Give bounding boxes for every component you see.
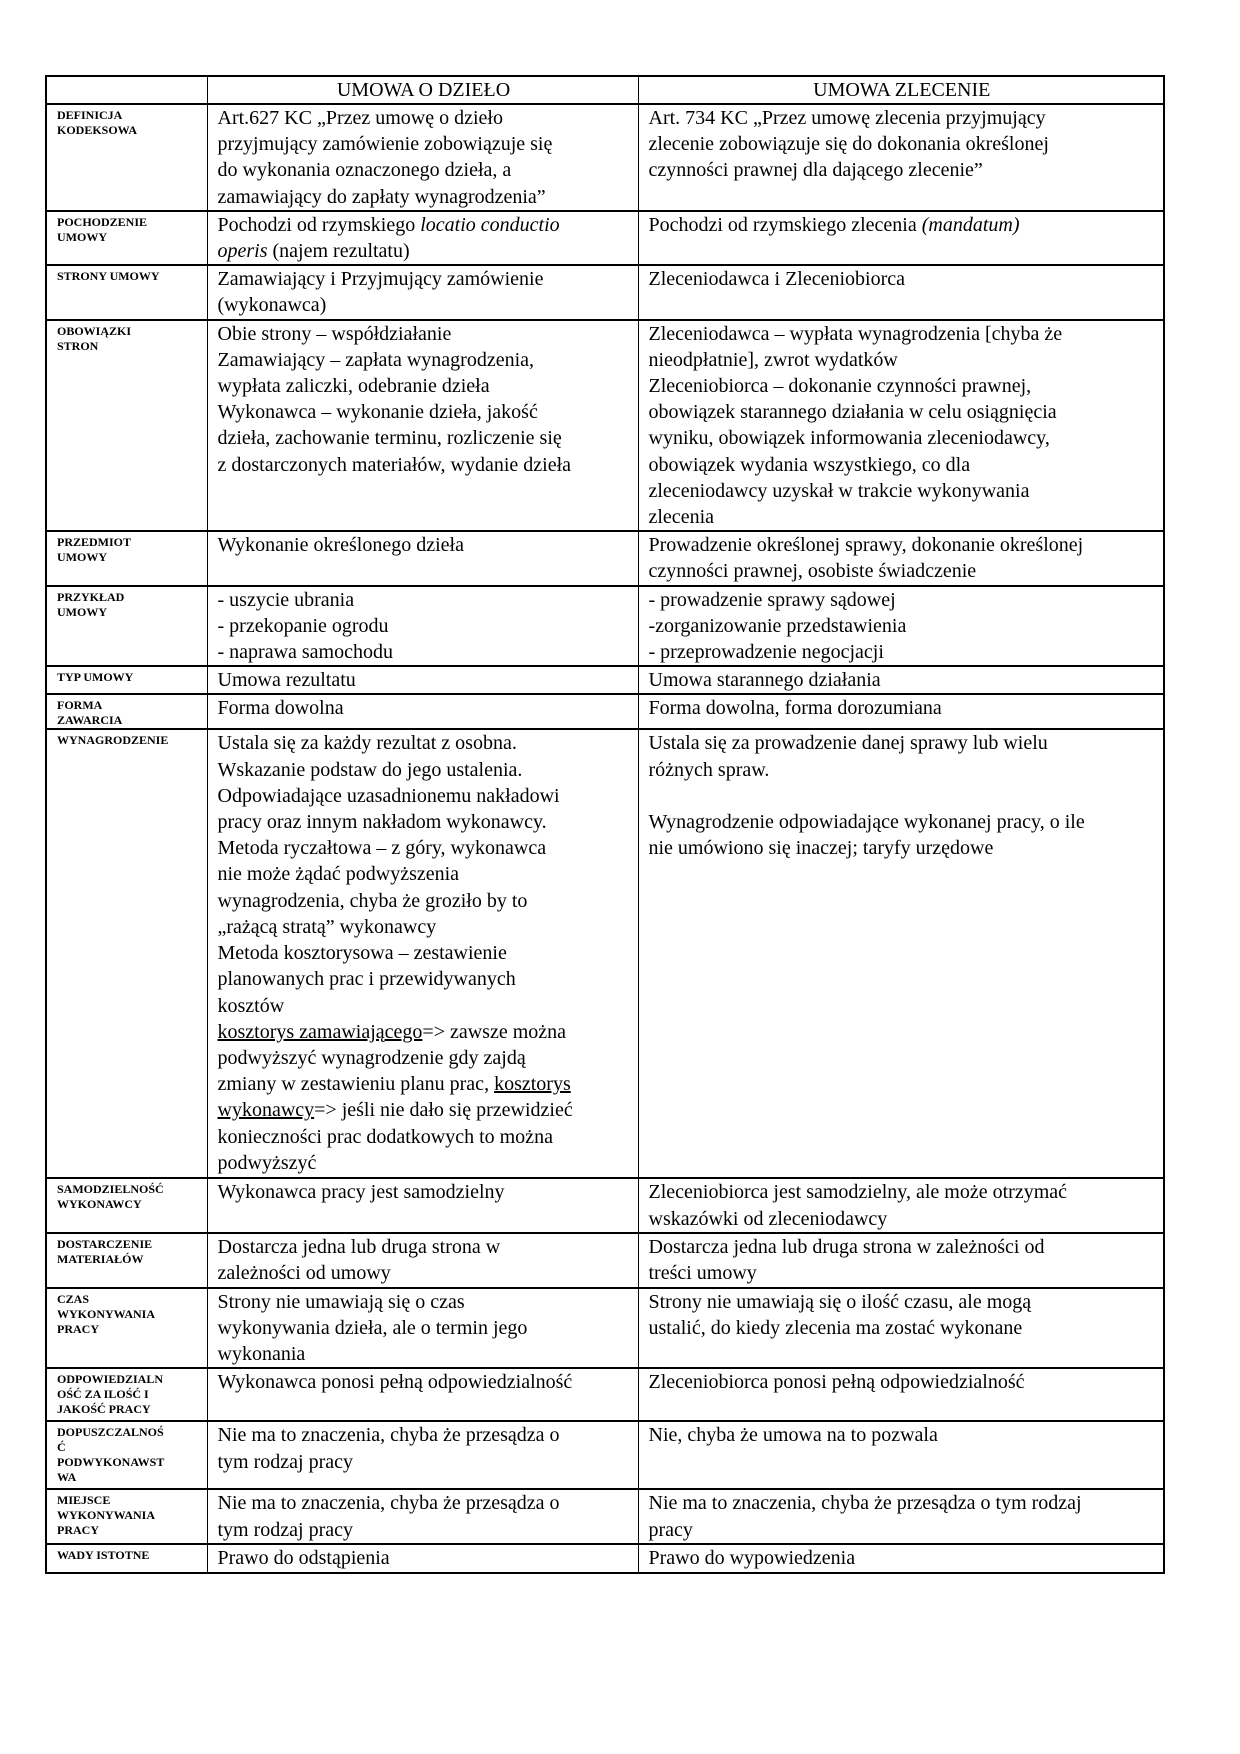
zlecenie-cell: [638, 1421, 1164, 1489]
text-line: JAKOŚĆ PRACY: [57, 1402, 151, 1417]
text-line: Forma dowolna, forma dorozumiana: [648, 697, 942, 720]
header-umowa-o-dzielo: UMOWA O DZIEŁO: [207, 76, 638, 104]
header-umowa-zlecenie: UMOWA ZLECENIE: [638, 76, 1164, 104]
text-line: PRZYKŁAD: [57, 589, 125, 604]
text-line: Zleceniodawca – wypłata wynagrodzenia [chyba że: [648, 322, 1063, 345]
text-line: zlecenia: [648, 506, 714, 529]
dzielo-cell: [207, 265, 638, 319]
dzielo-cell: [207, 694, 638, 729]
text-line: CZAS: [57, 1291, 90, 1306]
text-line: - przeprowadzenie negocjacji: [648, 641, 884, 664]
text-line: tym rodzaj pracy: [217, 1450, 353, 1473]
table-row: [46, 1489, 1164, 1544]
text-line: UMOWY: [57, 604, 107, 619]
dzielo-cell: [207, 104, 638, 211]
row-label-cell: [46, 666, 207, 694]
text-line: Zamawiający i Przyjmujący zamówienie: [217, 268, 544, 291]
text-line: Wykonawca – wykonanie dzieła, jakość: [217, 401, 538, 424]
text-line: MIEJSCE: [57, 1493, 111, 1508]
text-line: zależności od umowy: [217, 1262, 391, 1285]
zlecenie-cell: [638, 1288, 1164, 1369]
dzielo-cell: [207, 1233, 638, 1288]
text-line: wykonywania dzieła, ale o termin jego: [217, 1317, 528, 1340]
table-row: [46, 1233, 1164, 1288]
table-row: [46, 1544, 1164, 1572]
dzielo-cell: [207, 1544, 638, 1572]
text-line: Umowa starannego działania: [648, 669, 881, 692]
text-line: SAMODZIELNOŚĆ: [57, 1182, 164, 1197]
text-line: Metoda kosztorysowa – zestawienie: [217, 942, 507, 965]
table-row: [46, 729, 1164, 1178]
text-line: nieodpłatnie], zwrot wydatków: [648, 348, 898, 371]
text-line: dzieła, zachowanie terminu, rozliczenie się: [217, 427, 562, 450]
text-line: UMOWY: [57, 550, 107, 565]
dzielo-cell: [207, 1178, 638, 1232]
text-line: TYP UMOWY: [57, 670, 134, 685]
zlecenie-cell: [638, 729, 1164, 1178]
zlecenie-cell: [638, 1178, 1164, 1232]
dzielo-cell: [207, 320, 638, 532]
row-label-cell: [46, 211, 207, 265]
comparison-table: [45, 75, 1165, 1574]
dzielo-cell: [207, 1421, 638, 1489]
row-label-cell: [46, 1368, 207, 1421]
zlecenie-cell: [638, 586, 1164, 667]
text-line: OBOWIĄZKI: [57, 323, 132, 338]
text-line: podwyższyć: [217, 1151, 317, 1174]
text-line: - prowadzenie sprawy sądowej: [648, 588, 896, 611]
text-line: Prowadzenie określonej sprawy, dokonanie określonej: [648, 534, 1084, 557]
text-line: pracy: [648, 1518, 693, 1541]
text-line: podwyższyć wynagrodzenie gdy zajdą: [217, 1046, 526, 1069]
table-row: [46, 1178, 1164, 1232]
text-line: Prawo do wypowiedzenia: [648, 1547, 856, 1570]
text-line: Ustala się za prowadzenie danej sprawy lub wielu: [648, 732, 1048, 755]
dzielo-cell: [207, 729, 638, 1178]
dzielo-cell: [207, 1368, 638, 1421]
text-line: Zamawiający – zapłata wynagrodzenia,: [217, 348, 535, 371]
text-line: zlecenie zobowiązuje się do dokonania określonej: [648, 133, 1049, 156]
text-line: czynności prawnej, osobiste świadczenie: [648, 560, 977, 583]
text-segment: (najem rezultatu): [267, 240, 410, 263]
text-line: planowanych prac i przewidywanych: [217, 968, 516, 991]
text-line: Zleceniobiorca – dokonanie czynności prawnej,: [648, 375, 1032, 398]
text-line: [218, 1097, 630, 1123]
text-line: DEFINICJA: [57, 108, 123, 122]
row-label-cell: [46, 694, 207, 729]
text-line: nie może żądać podwyższenia: [217, 863, 460, 886]
text-line: [218, 1071, 630, 1097]
underlined-text: kosztorys zamawiającego: [217, 1020, 423, 1043]
text-line: WYKONYWANIA: [57, 1306, 156, 1321]
text-line: Strony nie umawiają się o ilość czasu, ale mogą: [648, 1290, 1032, 1313]
text-line: STRON: [57, 338, 99, 353]
text-line: [218, 212, 630, 238]
row-label-cell: [46, 1288, 207, 1369]
text-line: Nie ma to znaczenia, chyba że przesądza o: [217, 1492, 560, 1515]
text-line: kosztów: [217, 994, 285, 1017]
zlecenie-cell: [638, 320, 1164, 532]
header-row: [46, 76, 1164, 104]
zlecenie-cell: [638, 694, 1164, 729]
table-row: [46, 320, 1164, 532]
row-label-cell: [46, 265, 207, 319]
zlecenie-cell: [638, 1368, 1164, 1421]
row-label-cell: [46, 586, 207, 667]
text-line: KODEKSOWA: [57, 123, 138, 137]
text-line: [649, 212, 1156, 238]
text-line: obowiązek starannego działania w celu osiągnięcia: [648, 401, 1057, 424]
row-label-cell: [46, 320, 207, 532]
text-line: Metoda ryczałtowa – z góry, wykonawca: [217, 837, 547, 860]
text-line: WADY ISTOTNE: [57, 1548, 150, 1563]
text-line: wypłata zaliczki, odebranie dzieła: [217, 375, 490, 398]
dzielo-cell: [207, 1489, 638, 1544]
text-line: DOPUSZCZALNOŚ: [57, 1425, 164, 1440]
text-line: WA: [57, 1470, 77, 1485]
text-segment: Pochodzi od rzymskiego: [217, 213, 421, 236]
text-line: Nie ma to znaczenia, chyba że przesądza o tym rodzaj: [648, 1492, 1082, 1515]
text-line: zamawiający do zapłaty wynagrodzenia”: [217, 185, 546, 208]
row-label-cell: [46, 1421, 207, 1489]
text-segment: => zawsze można: [422, 1020, 567, 1043]
text-line: Nie ma to znaczenia, chyba że przesądza o: [217, 1424, 560, 1447]
text-line: Obie strony – współdziałanie: [217, 322, 452, 345]
zlecenie-cell: [638, 1233, 1164, 1288]
zlecenie-cell: [638, 104, 1164, 211]
text-line: różnych spraw.: [648, 758, 770, 781]
text-line: Ustala się za każdy rezultat z osobna.: [217, 732, 517, 755]
table-row: [46, 265, 1164, 319]
text-line: [649, 783, 1156, 809]
text-line: PRZEDMIOT: [57, 535, 132, 550]
text-line: tym rodzaj pracy: [217, 1518, 353, 1541]
text-line: obowiązek wydania wszystkiego, co dla: [648, 453, 971, 476]
row-label-cell: [46, 104, 207, 211]
text-line: Dostarcza jedna lub druga strona w zależności od: [648, 1235, 1045, 1258]
text-segment: => jeśli nie dało się przewidzieć: [314, 1099, 573, 1122]
row-label-cell: [46, 1544, 207, 1572]
table-row: [46, 694, 1164, 729]
text-line: Nie, chyba że umowa na to pozwala: [648, 1424, 938, 1447]
text-line: - przekopanie ogrodu: [217, 614, 389, 637]
text-line: PODWYKONAWST: [57, 1455, 165, 1470]
text-line: Wykonawca ponosi pełną odpowiedzialność: [217, 1371, 573, 1394]
text-line: wyniku, obowiązek informowania zleceniodawcy,: [648, 427, 1050, 450]
text-line: Forma dowolna: [217, 697, 344, 720]
text-line: Zleceniobiorca jest samodzielny, ale może otrzymać: [648, 1181, 1068, 1204]
text-line: treści umowy: [648, 1262, 757, 1285]
text-line: PRACY: [57, 1523, 99, 1538]
italic-text: (mandatum): [921, 213, 1020, 236]
table-row: [46, 104, 1164, 211]
header-empty-cell: [46, 76, 207, 104]
text-line: [218, 238, 630, 264]
text-line: - uszycie ubrania: [217, 588, 355, 611]
row-label-cell: [46, 1489, 207, 1544]
row-label-cell: [46, 1178, 207, 1232]
text-line: [218, 1019, 630, 1045]
text-line: czynności prawnej dla dającego zlecenie”: [648, 159, 983, 182]
text-segment: zmiany w zestawieniu planu prac,: [217, 1073, 495, 1096]
text-line: Wynagrodzenie odpowiadające wykonanej pracy, o ile: [648, 811, 1085, 834]
italic-text: operis: [217, 240, 268, 263]
text-line: OŚĆ ZA ILOŚĆ I: [57, 1387, 149, 1402]
text-line: PRACY: [57, 1321, 99, 1336]
text-line: z dostarczonych materiałów, wydanie dzieła: [217, 453, 572, 476]
text-line: UMOWY: [57, 229, 107, 244]
text-line: - naprawa samochodu: [217, 641, 393, 664]
text-line: WYNAGRODZENIE: [57, 733, 169, 748]
text-line: Wykonanie określonego dzieła: [217, 534, 464, 557]
text-line: zleceniodawcy uzyskał w trakcie wykonywania: [648, 479, 1030, 502]
zlecenie-cell: [638, 531, 1164, 585]
text-line: Zleceniodawca i Zleceniobiorca: [648, 268, 906, 291]
text-line: wskazówki od zleceniodawcy: [648, 1207, 888, 1230]
zlecenie-cell: [638, 1489, 1164, 1544]
text-line: STRONY UMOWY: [57, 269, 160, 284]
text-line: WYKONAWCY: [57, 1197, 142, 1212]
text-line: pracy oraz innym nakładom wykonawcy.: [217, 811, 547, 834]
italic-text: locatio conductio: [420, 213, 560, 236]
text-line: Prawo do odstąpienia: [217, 1547, 390, 1570]
text-line: Art. 734 KC „Przez umowę zlecenia przyjmujący: [648, 107, 1046, 129]
text-line: konieczności prac dodatkowych to można: [217, 1125, 553, 1148]
text-line: wykonania: [217, 1343, 306, 1366]
text-line: MATERIAŁÓW: [57, 1251, 144, 1266]
text-line: Umowa rezultatu: [217, 669, 356, 692]
text-line: Wykonawca pracy jest samodzielny: [217, 1181, 505, 1204]
text-line: POCHODZENIE: [57, 214, 148, 229]
row-label-cell: [46, 729, 207, 1178]
text-line: ZAWARCIA: [57, 713, 123, 728]
table-row: [46, 211, 1164, 265]
text-line: (wykonawca): [217, 294, 327, 317]
text-line: przyjmujący zamówienie zobowiązuje się: [217, 133, 553, 156]
dzielo-cell: [207, 531, 638, 585]
text-line: FORMA: [57, 698, 103, 713]
dzielo-cell: [207, 586, 638, 667]
text-line: wynagrodzenia, chyba że groziło by to: [217, 889, 528, 912]
table-row: [46, 1288, 1164, 1369]
table-row: [46, 1368, 1164, 1421]
table-row: [46, 531, 1164, 585]
text-line: Dostarcza jedna lub druga strona w: [217, 1235, 501, 1258]
zlecenie-cell: [638, 1544, 1164, 1572]
row-label-cell: [46, 1233, 207, 1288]
text-line: -zorganizowanie przedstawienia: [648, 614, 907, 637]
text-line: Strony nie umawiają się o czas: [217, 1290, 465, 1313]
text-line: nie umówiono się inaczej; taryfy urzędowe: [648, 837, 994, 860]
text-line: DOSTARCZENIE: [57, 1236, 153, 1251]
row-label-cell: [46, 531, 207, 585]
text-line: „rażącą stratą” wykonawcy: [217, 915, 437, 938]
zlecenie-cell: [638, 265, 1164, 319]
text-line: ODPOWIEDZIALN: [57, 1372, 164, 1387]
text-line: Art.627 KC „Przez umowę o dzieło: [217, 107, 503, 129]
table-row: [46, 666, 1164, 694]
zlecenie-cell: [638, 666, 1164, 694]
text-line: ustalić, do kiedy zlecenia ma zostać wykonane: [648, 1317, 1023, 1340]
table-row: [46, 586, 1164, 667]
dzielo-cell: [207, 211, 638, 265]
text-line: WYKONYWANIA: [57, 1508, 156, 1523]
text-line: Ć: [57, 1440, 66, 1455]
text-line: Odpowiadające uzasadnionemu nakładowi: [217, 784, 560, 807]
text-segment: Pochodzi od rzymskiego zlecenia: [648, 213, 922, 236]
zlecenie-cell: [638, 211, 1164, 265]
underlined-text: wykonawcy: [217, 1099, 315, 1122]
text-line: Wskazanie podstaw do jego ustalenia.: [217, 758, 523, 781]
text-line: Zleceniobiorca ponosi pełną odpowiedzialność: [648, 1371, 1025, 1394]
table-row: [46, 1421, 1164, 1489]
dzielo-cell: [207, 666, 638, 694]
text-line: do wykonania oznaczonego dzieła, a: [217, 159, 512, 182]
dzielo-cell: [207, 1288, 638, 1369]
underlined-text: kosztorys: [494, 1073, 571, 1096]
